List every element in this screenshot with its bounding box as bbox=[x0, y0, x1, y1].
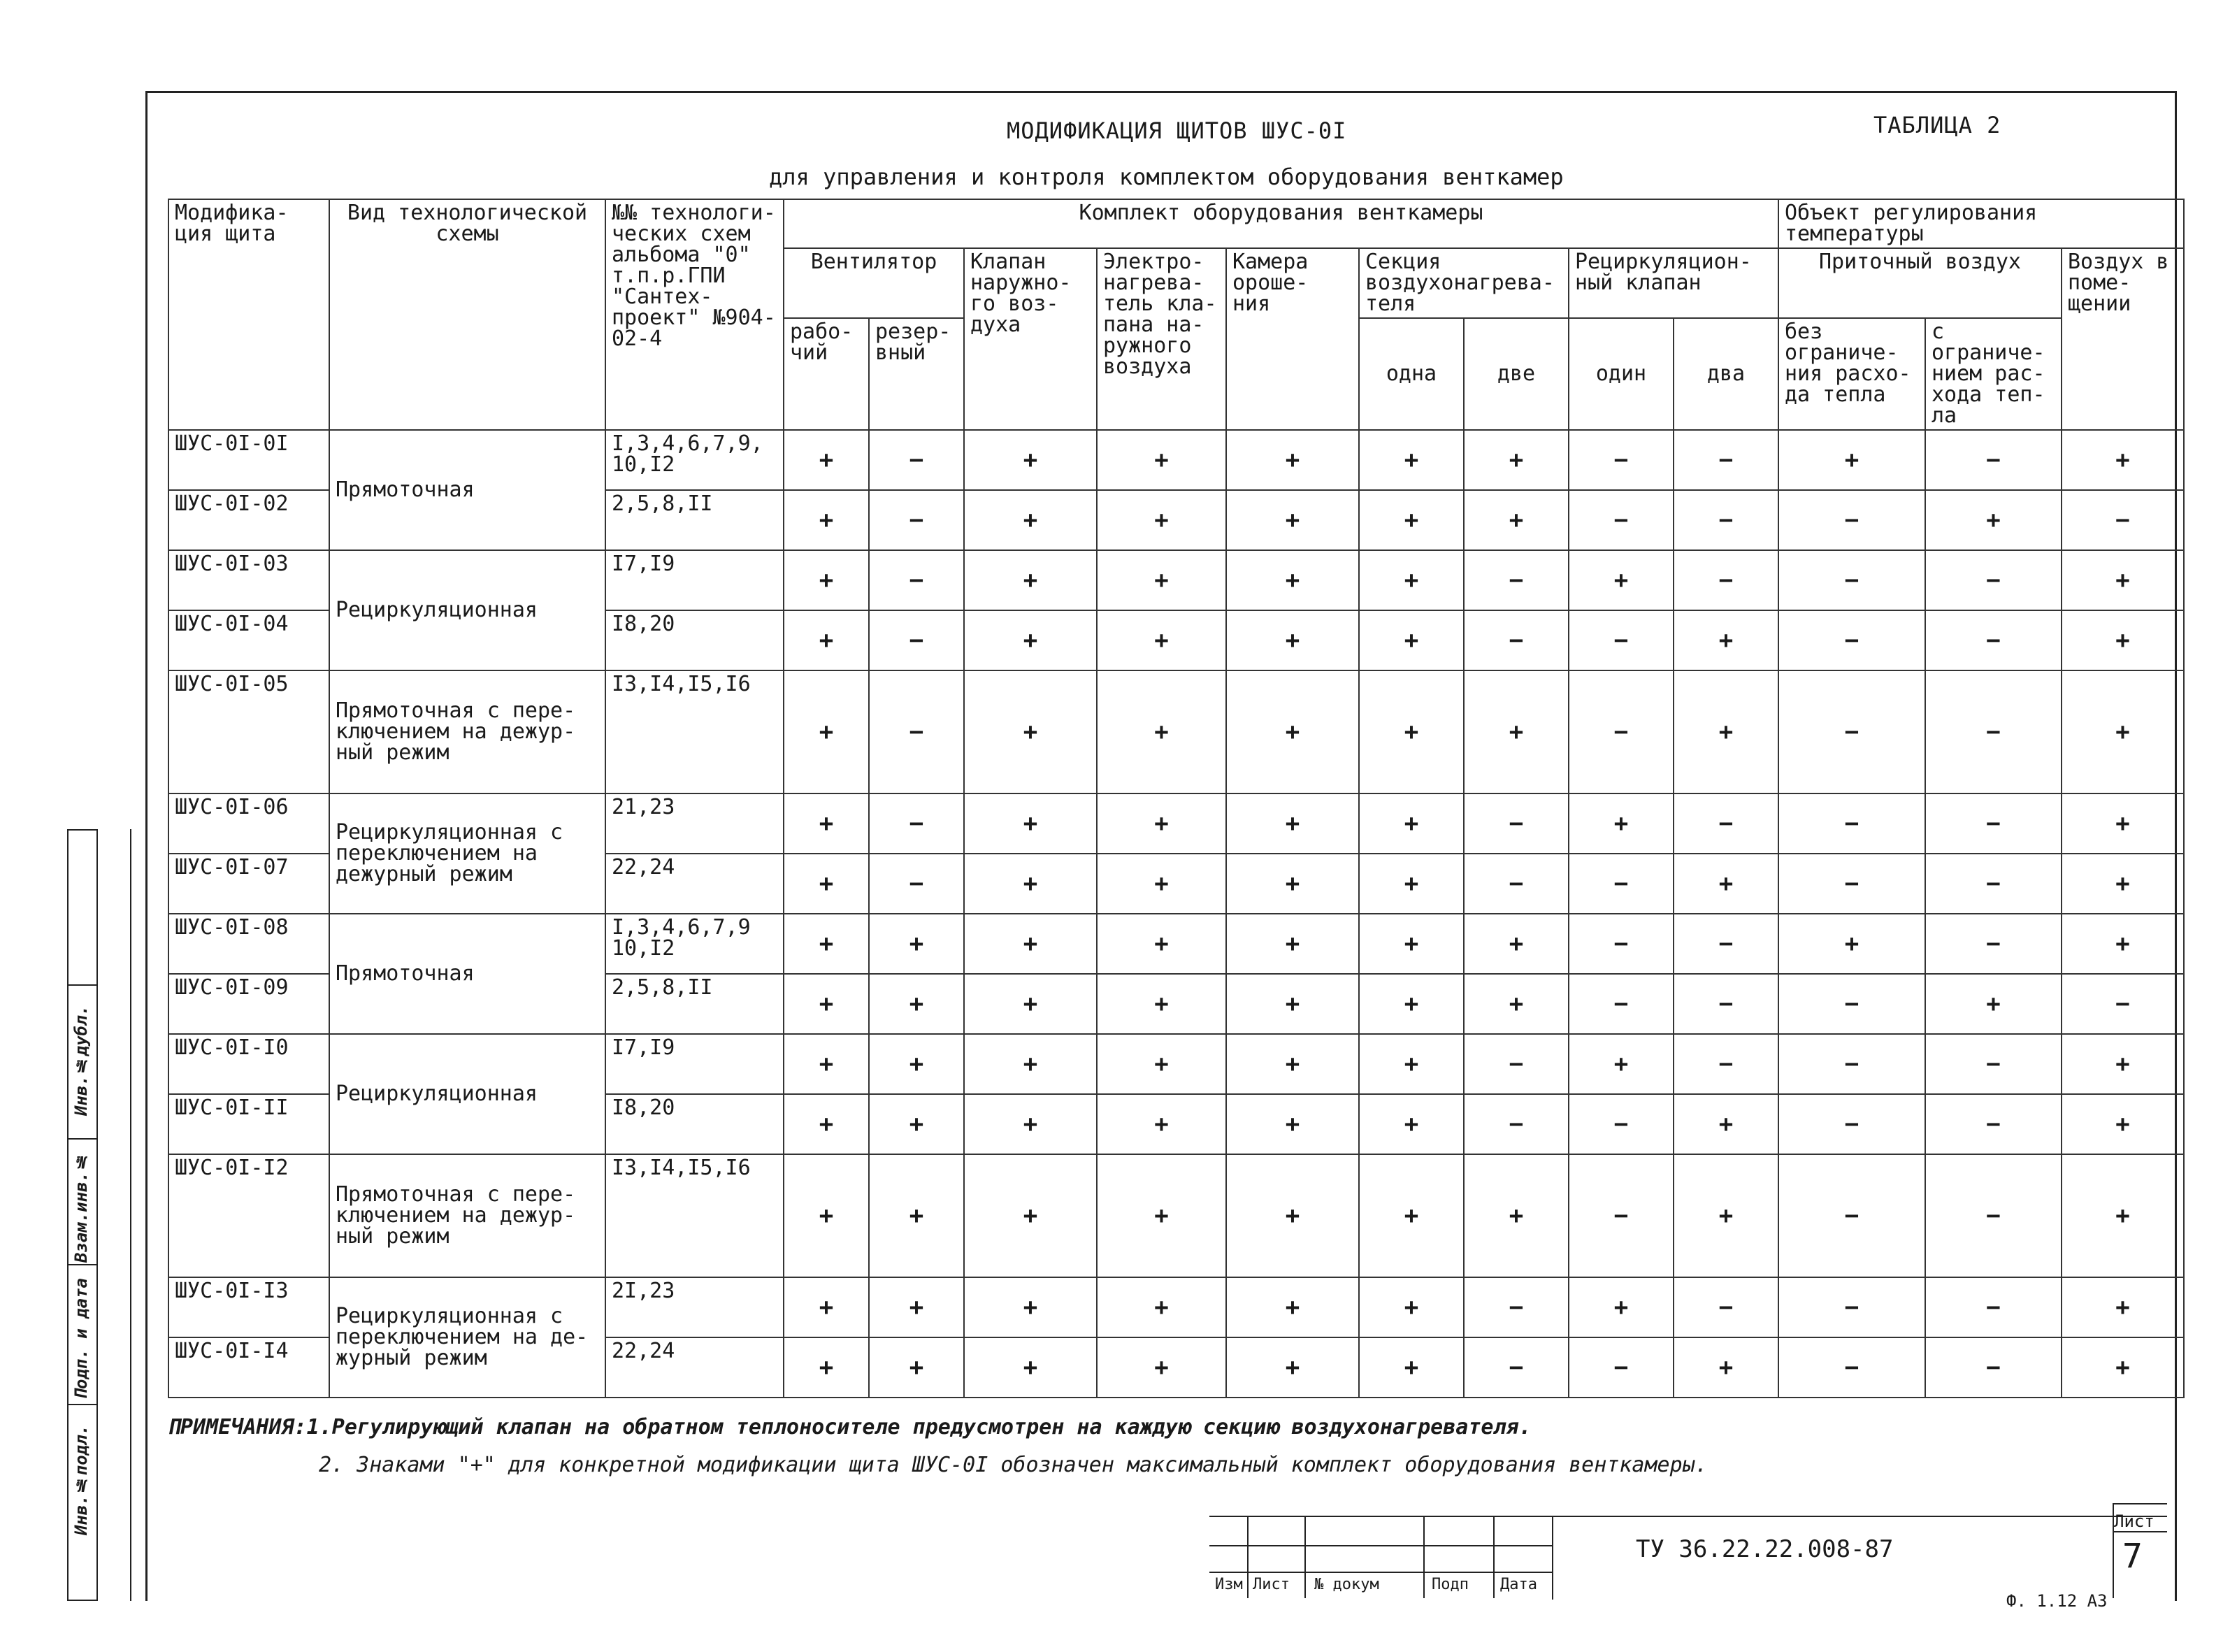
row-scheme: Прямоточная bbox=[329, 430, 605, 550]
row-mark: − bbox=[1464, 793, 1569, 854]
stamp-col-list: Лист bbox=[1253, 1576, 1290, 1593]
row-mark: − bbox=[1464, 1094, 1569, 1154]
row-scheme-numbers: 22,24 bbox=[605, 854, 784, 914]
row-scheme-numbers: I7,I9 bbox=[605, 1034, 784, 1094]
row-mark: + bbox=[1097, 670, 1226, 793]
row-mark: + bbox=[1359, 490, 1464, 550]
row-code: ШУС-0I-0I bbox=[168, 430, 329, 490]
row-mark: − bbox=[869, 670, 964, 793]
header-equipment-set: Комплект оборудования венткамеры bbox=[784, 199, 1778, 248]
header-supply-air: Приточный воздух bbox=[1778, 248, 2062, 318]
row-mark: + bbox=[1097, 490, 1226, 550]
row-mark: − bbox=[1925, 1034, 2062, 1094]
stamp-line bbox=[1423, 1516, 1425, 1598]
row-mark: + bbox=[1097, 1154, 1226, 1277]
table-number: ТАБЛИЦА 2 bbox=[1873, 112, 2001, 138]
row-mark: − bbox=[1674, 550, 1778, 610]
row-code: ШУС-0I-I2 bbox=[168, 1154, 329, 1277]
row-mark: + bbox=[964, 854, 1097, 914]
row-mark: − bbox=[1569, 854, 1674, 914]
doc-number: ТУ 36.22.22.008-87 bbox=[1636, 1535, 1894, 1563]
row-mark: + bbox=[784, 974, 869, 1034]
row-mark: + bbox=[1097, 1337, 1226, 1398]
row-mark: + bbox=[964, 1277, 1097, 1337]
row-mark: − bbox=[1569, 914, 1674, 974]
side-stamp-line bbox=[69, 984, 96, 986]
row-scheme-numbers: I3,I4,I5,I6 bbox=[605, 670, 784, 793]
header-scheme-type: Вид технологической схемы bbox=[329, 199, 605, 430]
row-mark: − bbox=[869, 550, 964, 610]
row-scheme-numbers: I7,I9 bbox=[605, 550, 784, 610]
row-mark: + bbox=[2062, 1277, 2184, 1337]
row-mark: − bbox=[1778, 1154, 1925, 1277]
table-row bbox=[168, 430, 2184, 490]
header-modification: Модифика- ция щита bbox=[168, 199, 329, 430]
row-mark: + bbox=[1674, 1337, 1778, 1398]
row-mark: − bbox=[1925, 854, 2062, 914]
row-mark: + bbox=[1569, 550, 1674, 610]
header-heater-two: две bbox=[1464, 318, 1569, 430]
row-code: ШУС-0I-07 bbox=[168, 854, 329, 914]
stamp-line bbox=[1493, 1516, 1495, 1598]
row-code: ШУС-0I-08 bbox=[168, 914, 329, 974]
row-mark: + bbox=[1464, 490, 1569, 550]
row-scheme-numbers: 2I,23 bbox=[605, 1277, 784, 1337]
header-room-air: Воздух в поме- щении bbox=[2062, 248, 2184, 430]
row-mark: + bbox=[1097, 610, 1226, 670]
row-mark: + bbox=[1569, 1277, 1674, 1337]
row-mark: + bbox=[1226, 793, 1359, 854]
row-mark: − bbox=[1778, 793, 1925, 854]
header-spray-chamber: Камера ороше- ния bbox=[1226, 248, 1359, 430]
row-code: ШУС-0I-06 bbox=[168, 793, 329, 854]
row-mark: + bbox=[1226, 974, 1359, 1034]
row-mark: − bbox=[1778, 1034, 1925, 1094]
row-mark: + bbox=[1226, 1337, 1359, 1398]
row-mark: + bbox=[1674, 854, 1778, 914]
table-row bbox=[168, 1154, 2184, 1277]
row-mark: − bbox=[1778, 1277, 1925, 1337]
row-mark: + bbox=[784, 1154, 869, 1277]
row-mark: − bbox=[1569, 430, 1674, 490]
row-mark: + bbox=[1359, 974, 1464, 1034]
row-mark: − bbox=[1925, 610, 2062, 670]
row-mark: − bbox=[1925, 430, 2062, 490]
row-code: ШУС-0I-I0 bbox=[168, 1034, 329, 1094]
row-mark: + bbox=[1359, 610, 1464, 670]
row-mark: + bbox=[1464, 914, 1569, 974]
row-mark: + bbox=[784, 1337, 869, 1398]
stamp-col-sign: Подп bbox=[1432, 1576, 1469, 1593]
row-mark: + bbox=[1226, 1154, 1359, 1277]
row-mark: − bbox=[1674, 1277, 1778, 1337]
document-subtitle: для управления и контроля комплектом оборудования венткамер bbox=[769, 164, 1564, 190]
row-scheme-numbers: 2,5,8,II bbox=[605, 974, 784, 1034]
row-mark: − bbox=[869, 490, 964, 550]
row-mark: − bbox=[1569, 670, 1674, 793]
header-heater-sections: Секция воздухонагрева- теля bbox=[1359, 248, 1569, 318]
row-scheme: Прямоточная bbox=[329, 914, 605, 1034]
row-mark: + bbox=[1464, 430, 1569, 490]
header-recirc-valve: Рециркуляцион- ный клапан bbox=[1569, 248, 1778, 318]
row-mark: − bbox=[1569, 610, 1674, 670]
row-mark: + bbox=[1674, 610, 1778, 670]
row-mark: + bbox=[869, 1094, 964, 1154]
row-mark: − bbox=[1464, 1034, 1569, 1094]
row-code: ШУС-0I-09 bbox=[168, 974, 329, 1034]
row-mark: − bbox=[1674, 974, 1778, 1034]
row-mark: + bbox=[1359, 670, 1464, 793]
row-mark: + bbox=[869, 1034, 964, 1094]
row-mark: − bbox=[1925, 670, 2062, 793]
row-mark: + bbox=[784, 1094, 869, 1154]
side-label-sign-date-2: Подп. и дата bbox=[71, 1278, 91, 1400]
row-mark: + bbox=[1097, 974, 1226, 1034]
row-mark: + bbox=[1097, 793, 1226, 854]
row-mark: + bbox=[2062, 430, 2184, 490]
row-mark: − bbox=[1925, 1094, 2062, 1154]
row-mark: + bbox=[2062, 1034, 2184, 1094]
stamp-line bbox=[1209, 1572, 1552, 1573]
row-mark: + bbox=[1226, 670, 1359, 793]
row-mark: + bbox=[1569, 1034, 1674, 1094]
row-mark: + bbox=[964, 793, 1097, 854]
side-label-orig-inv: Инв.№подл. bbox=[71, 1425, 91, 1536]
stamp-col-izm: Изм bbox=[1215, 1576, 1243, 1593]
row-mark: + bbox=[1359, 430, 1464, 490]
row-scheme: Рециркуляционная bbox=[329, 1034, 605, 1154]
header-temp-object: Объект регулирования температуры bbox=[1778, 199, 2184, 248]
side-stamp-line bbox=[69, 1138, 96, 1140]
row-mark: + bbox=[2062, 793, 2184, 854]
row-mark: − bbox=[1569, 1094, 1674, 1154]
row-mark: − bbox=[1569, 490, 1674, 550]
row-mark: + bbox=[1569, 793, 1674, 854]
row-mark: − bbox=[1569, 1154, 1674, 1277]
row-mark: + bbox=[964, 670, 1097, 793]
row-mark: + bbox=[2062, 1337, 2184, 1398]
row-mark: + bbox=[1226, 1277, 1359, 1337]
row-mark: + bbox=[1464, 670, 1569, 793]
row-mark: + bbox=[1226, 610, 1359, 670]
row-mark: + bbox=[1359, 854, 1464, 914]
table-row bbox=[168, 670, 2184, 793]
row-mark: + bbox=[1359, 550, 1464, 610]
row-mark: + bbox=[1097, 1094, 1226, 1154]
row-scheme-numbers: I8,20 bbox=[605, 610, 784, 670]
header-fan-working: рабо- чий bbox=[784, 318, 869, 430]
row-scheme-numbers: 21,23 bbox=[605, 793, 784, 854]
row-mark: + bbox=[2062, 670, 2184, 793]
header-outdoor-valve: Клапан наружно- го воз- духа bbox=[964, 248, 1097, 430]
row-mark: + bbox=[1359, 1337, 1464, 1398]
side-stamp-line bbox=[69, 1404, 96, 1405]
row-mark: + bbox=[1097, 914, 1226, 974]
row-mark: − bbox=[1464, 854, 1569, 914]
row-scheme: Рециркуляционная с переключением на дежурный режим bbox=[329, 793, 605, 914]
row-mark: − bbox=[1778, 1094, 1925, 1154]
header-supply-limit: с ограниче- нием рас- хода теп- ла bbox=[1925, 318, 2062, 430]
side-stamp-line bbox=[69, 1264, 96, 1265]
row-mark: − bbox=[1674, 1034, 1778, 1094]
row-mark: − bbox=[1778, 974, 1925, 1034]
modifications-table bbox=[168, 199, 2185, 1398]
note-2: 2. Знаками "+" для конкретной модификации щита ШУС-0I обозначен максимальный комплект оборудования венткамеры. bbox=[319, 1453, 1708, 1477]
header-scheme-numbers: №№ технологи- ческих схем альбома "0" т.п.р.ГПИ "Сантех- проект" №904-02-4 bbox=[605, 199, 784, 430]
row-mark: + bbox=[964, 550, 1097, 610]
table-row bbox=[168, 793, 2184, 854]
row-mark: + bbox=[784, 430, 869, 490]
row-mark: − bbox=[1464, 610, 1569, 670]
row-mark: + bbox=[1097, 854, 1226, 914]
row-code: ШУС-0I-II bbox=[168, 1094, 329, 1154]
table-row bbox=[168, 1034, 2184, 1094]
row-mark: + bbox=[1674, 670, 1778, 793]
row-mark: + bbox=[784, 550, 869, 610]
format-label: Ф. 1.12 А3 bbox=[2006, 1591, 2108, 1611]
row-mark: + bbox=[869, 974, 964, 1034]
stamp-col-doc: № докум bbox=[1314, 1576, 1379, 1593]
row-mark: − bbox=[869, 430, 964, 490]
row-mark: − bbox=[1778, 1337, 1925, 1398]
side-label-replace-inv: Взам.инв.№ bbox=[71, 1152, 91, 1263]
row-mark: + bbox=[964, 430, 1097, 490]
row-mark: − bbox=[1778, 490, 1925, 550]
row-mark: − bbox=[1674, 914, 1778, 974]
row-mark: − bbox=[1569, 1337, 1674, 1398]
row-mark: + bbox=[1097, 1034, 1226, 1094]
row-mark: − bbox=[1778, 550, 1925, 610]
row-mark: − bbox=[1778, 854, 1925, 914]
row-scheme-numbers: 2,5,8,II bbox=[605, 490, 784, 550]
side-stamp bbox=[67, 829, 98, 1601]
row-mark: + bbox=[964, 914, 1097, 974]
row-mark: − bbox=[1569, 974, 1674, 1034]
row-mark: − bbox=[1674, 490, 1778, 550]
stamp-line bbox=[1304, 1516, 1306, 1598]
row-mark: + bbox=[1226, 914, 1359, 974]
row-scheme-numbers: 22,24 bbox=[605, 1337, 784, 1398]
row-mark: + bbox=[964, 490, 1097, 550]
row-mark: + bbox=[2062, 854, 2184, 914]
row-mark: + bbox=[869, 1154, 964, 1277]
row-mark: − bbox=[1674, 430, 1778, 490]
sheet-number: 7 bbox=[2122, 1537, 2143, 1576]
row-scheme: Прямоточная с пере- ключением на дежур- ный режим bbox=[329, 1154, 605, 1277]
row-mark: + bbox=[1226, 1034, 1359, 1094]
row-mark: + bbox=[784, 490, 869, 550]
row-scheme: Рециркуляционная с переключением на де- журный режим bbox=[329, 1277, 605, 1398]
row-mark: + bbox=[1925, 490, 2062, 550]
row-mark: + bbox=[2062, 550, 2184, 610]
header-recirc-one: один bbox=[1569, 318, 1674, 430]
stamp-line bbox=[1247, 1516, 1249, 1598]
row-mark: + bbox=[784, 854, 869, 914]
row-mark: − bbox=[1464, 550, 1569, 610]
row-code: ШУС-0I-02 bbox=[168, 490, 329, 550]
row-mark: + bbox=[784, 793, 869, 854]
row-mark: + bbox=[784, 670, 869, 793]
header-valve-heater: Электро- нагрева- тель кла- пана на- ружного воздуха bbox=[1097, 248, 1226, 430]
row-mark: + bbox=[1674, 1154, 1778, 1277]
row-mark: − bbox=[1464, 1337, 1569, 1398]
row-mark: − bbox=[1925, 1277, 2062, 1337]
row-mark: − bbox=[2062, 490, 2184, 550]
document-title: МОДИФИКАЦИЯ ЩИТОВ ШУС-0I bbox=[1007, 117, 1347, 144]
header-fan: Вентилятор bbox=[784, 248, 964, 318]
row-mark: + bbox=[1226, 854, 1359, 914]
header-heater-one: одна bbox=[1359, 318, 1464, 430]
row-mark: + bbox=[964, 1094, 1097, 1154]
row-mark: − bbox=[2062, 974, 2184, 1034]
row-mark: − bbox=[869, 793, 964, 854]
row-scheme-numbers: I,3,4,6,7,9 10,I2 bbox=[605, 914, 784, 974]
row-mark: − bbox=[1925, 914, 2062, 974]
header-recirc-two: два bbox=[1674, 318, 1778, 430]
row-mark: − bbox=[1778, 670, 1925, 793]
row-mark: − bbox=[1925, 550, 2062, 610]
row-mark: − bbox=[869, 854, 964, 914]
row-mark: + bbox=[1464, 974, 1569, 1034]
row-mark: + bbox=[1097, 550, 1226, 610]
row-mark: + bbox=[784, 914, 869, 974]
note-1: ПРИМЕЧАНИЯ:1.Регулирующий клапан на обратном теплоносителе предусмотрен на каждую секцию воздухонагревателя. bbox=[168, 1415, 1532, 1439]
row-code: ШУС-0I-I4 bbox=[168, 1337, 329, 1398]
row-mark: + bbox=[1359, 1034, 1464, 1094]
row-mark: + bbox=[784, 1277, 869, 1337]
row-mark: + bbox=[964, 1337, 1097, 1398]
row-scheme: Прямоточная с пере- ключением на дежур- ный режим bbox=[329, 670, 605, 793]
row-mark: + bbox=[1097, 430, 1226, 490]
row-mark: + bbox=[869, 1277, 964, 1337]
row-mark: + bbox=[964, 1034, 1097, 1094]
row-mark: + bbox=[2062, 1154, 2184, 1277]
sheet-label: Лист bbox=[2114, 1511, 2155, 1531]
row-mark: + bbox=[1359, 914, 1464, 974]
row-mark: + bbox=[1359, 1277, 1464, 1337]
side-strip bbox=[98, 829, 131, 1601]
table-row bbox=[168, 914, 2184, 974]
row-code: ШУС-0I-05 bbox=[168, 670, 329, 793]
row-mark: + bbox=[784, 610, 869, 670]
row-mark: + bbox=[1226, 550, 1359, 610]
row-mark: + bbox=[1097, 1277, 1226, 1337]
table-row bbox=[168, 1277, 2184, 1337]
header-supply-no-limit: без ограниче- ния расхо- да тепла bbox=[1778, 318, 1925, 430]
row-mark: − bbox=[1925, 793, 2062, 854]
row-mark: + bbox=[1464, 1154, 1569, 1277]
table-body bbox=[168, 430, 2184, 1398]
table-row bbox=[168, 550, 2184, 610]
row-mark: − bbox=[1925, 1154, 2062, 1277]
row-mark: + bbox=[869, 914, 964, 974]
row-mark: + bbox=[2062, 914, 2184, 974]
row-mark: + bbox=[1674, 1094, 1778, 1154]
row-scheme-numbers: I8,20 bbox=[605, 1094, 784, 1154]
row-mark: − bbox=[869, 610, 964, 670]
stamp-line bbox=[2113, 1503, 2167, 1504]
stamp-line bbox=[1209, 1545, 1552, 1546]
side-label-dup-inv: Инв.№дубл. bbox=[71, 1005, 91, 1116]
row-scheme-numbers: I3,I4,I5,I6 bbox=[605, 1154, 784, 1277]
row-mark: + bbox=[1359, 793, 1464, 854]
row-mark: + bbox=[1925, 974, 2062, 1034]
stamp-line bbox=[2113, 1531, 2167, 1532]
row-code: ШУС-0I-04 bbox=[168, 610, 329, 670]
row-mark: + bbox=[784, 1034, 869, 1094]
row-mark: + bbox=[1226, 490, 1359, 550]
row-code: ШУС-0I-I3 bbox=[168, 1277, 329, 1337]
stamp-col-date: Дата bbox=[1500, 1576, 1537, 1593]
row-mark: + bbox=[1226, 430, 1359, 490]
row-mark: + bbox=[964, 610, 1097, 670]
row-mark: + bbox=[1359, 1094, 1464, 1154]
row-mark: + bbox=[1778, 914, 1925, 974]
row-mark: + bbox=[2062, 610, 2184, 670]
header-fan-reserve: резер- вный bbox=[869, 318, 964, 430]
row-mark: + bbox=[1359, 1154, 1464, 1277]
row-mark: + bbox=[964, 1154, 1097, 1277]
row-mark: − bbox=[1464, 1277, 1569, 1337]
row-mark: − bbox=[1674, 793, 1778, 854]
row-mark: + bbox=[869, 1337, 964, 1398]
row-mark: + bbox=[964, 974, 1097, 1034]
row-mark: + bbox=[1778, 430, 1925, 490]
row-scheme: Рециркуляционная bbox=[329, 550, 605, 670]
row-code: ШУС-0I-03 bbox=[168, 550, 329, 610]
row-mark: + bbox=[1226, 1094, 1359, 1154]
row-mark: − bbox=[1778, 610, 1925, 670]
row-mark: − bbox=[1925, 1337, 2062, 1398]
row-scheme-numbers: I,3,4,6,7,9, 10,I2 bbox=[605, 430, 784, 490]
row-mark: + bbox=[2062, 1094, 2184, 1154]
